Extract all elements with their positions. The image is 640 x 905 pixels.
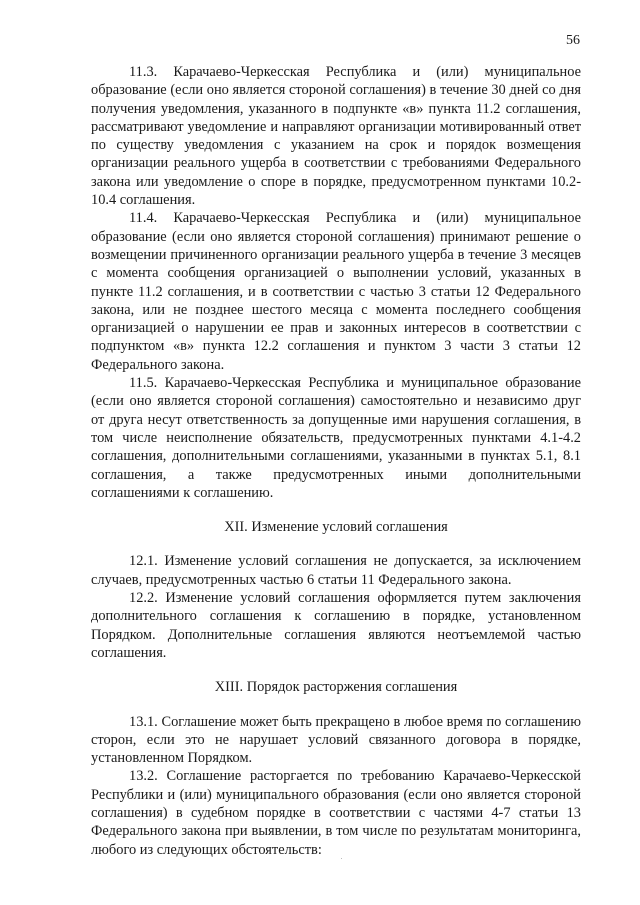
- paragraph-11-5: 11.5. Карачаево-Черкесская Республика и муниципальное образование (если оно является стороной соглашения) самостоятельно и независимо друг от друга несут ответственность за допущенные ими нарушения соглашения, в том числе неисполнение обязательств, предусмотренных пунктами 4.1-4.2 соглашения, дополнительными соглашениями, указанными в пунктах 5.1, 8.1 соглашения, а также предусмотренных иными дополнительными соглашениями к соглашению.: [91, 375, 581, 501]
- paragraph-11-4: 11.4. Карачаево-Черкесская Республика и (или) муниципальное образование (если оно является стороной соглашения) принимают решение о возмещении причиненного организации реального ущерба в течение 3 месяцев с момента сообщения организацией о выполнении условий, указанных в пункте 11.2 соглашения, и в соответствии с частью 3 статьи 12 Федерального закона, или не позднее шестого месяца с момента последнего сообщения организацией о нарушении ее прав и законных интересов в соответствии с подпунктом «в» пункта 12.2 соглашения и пунктом 3 части 3 статьи 12 Федерального закона.: [91, 210, 581, 373]
- section-heading-xii: XII. Изменение условий соглашения: [224, 519, 448, 536]
- page-number: 56: [566, 33, 580, 48]
- paragraph-12-2: 12.2. Изменение условий соглашения оформляется путем заключения дополнительного соглашения к соглашению в порядке, установленном Порядком. Дополнительные соглашения являются неотъемлемой частью соглашения.: [91, 590, 581, 661]
- document-body: [91, 63, 581, 859]
- paragraph-12-1: 12.1. Изменение условий соглашения не допускается, за исключением случаев, предусмотренных частью 6 статьи 11 Федерального закона.: [91, 553, 581, 588]
- paragraph-13-1: 13.1. Соглашение может быть прекращено в любое время по соглашению сторон, если это не нарушает условий связанного договора в порядке, установленном Порядком.: [91, 713, 581, 767]
- paragraph-11-3: 11.3. Карачаево-Черкесская Республика и (или) муниципальное образование (если оно является стороной соглашения) в течение 30 дней со дня получения уведомления, указанного в подпункте «в» пункта 11.2 соглашения, рассматривают уведомление и направляют организации мотивированный ответ по существу уведомления с указанием на срок и порядок возмещения организации реального ущерба в соответствии с требованиями Федерального закона или уведомление о споре в порядке, предусмотренном пунктами 10.2-10.4 соглашения.: [91, 64, 581, 209]
- paragraph-13-2: 13.2. Соглашение расторгается по требованию Карачаево-Черкесской Республики и (или) муниципального образования (если оно является стороной соглашения) в судебном порядке в соответствии с частями 4-7 статьи 13 Федерального закона при выявлении, в том числе по результатам мониторинга, любого из следующих обстоятельств:: [91, 768, 581, 858]
- section-heading-xiii: XIII. Порядок расторжения соглашения: [214, 679, 458, 696]
- scan-speck: [341, 858, 342, 859]
